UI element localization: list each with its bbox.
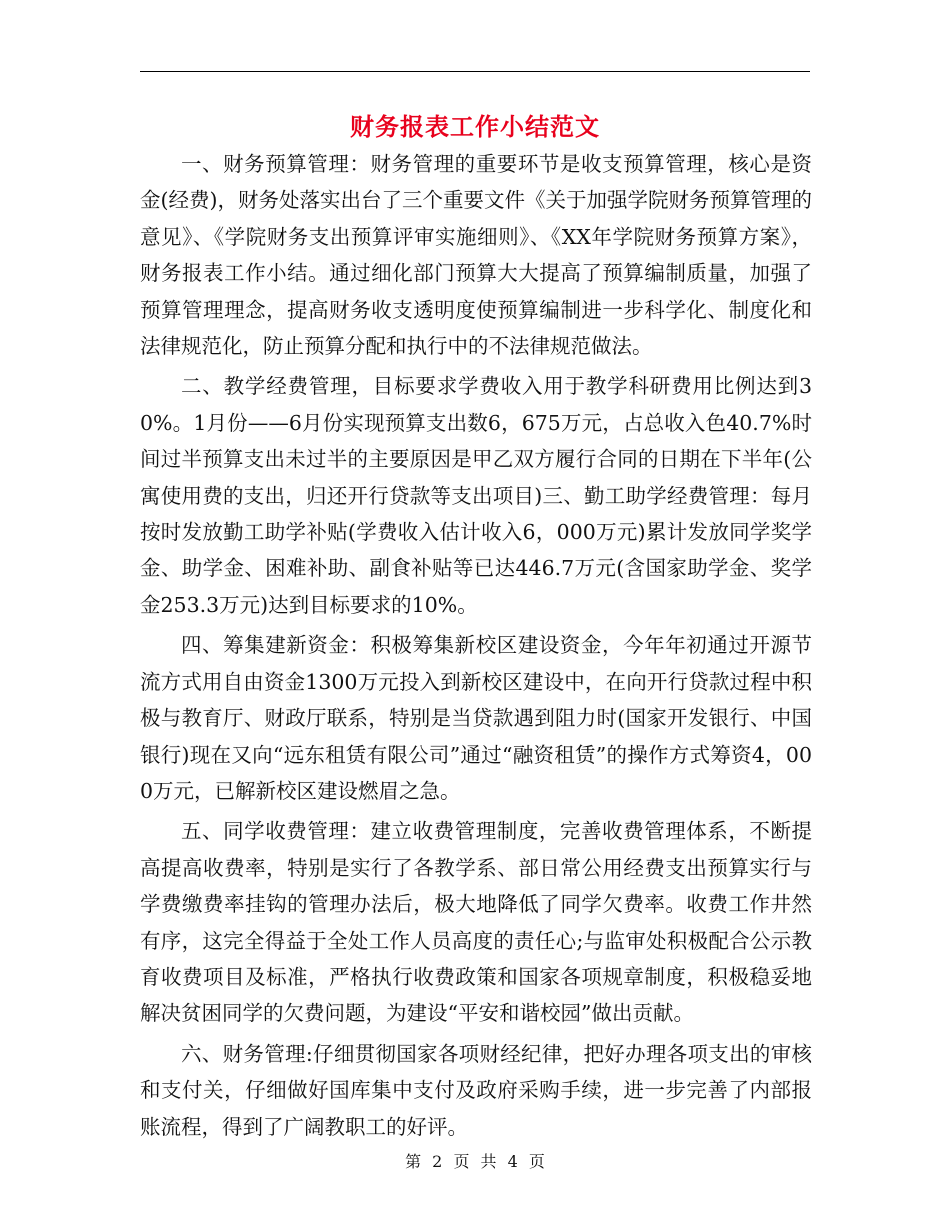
paragraph-fee-management: 五、同学收费管理：建立收费管理制度，完善收费管理体系，不断提高提高收费率，特别是实行了各教学系、部日常公用经费支出预算实行与学费缴费率挂钩的管理办法后，极大地降低了同学欠费率。收费工作井然有序，这完全得益于全处工作人员高度的责任心;与监审处积极配合公示教育收费项目及标准，严格执行收费政策和国家各项规章制度，积极稳妥地解决贫困同学的欠费问题，为建设“平安和谐校园”做出贡献。 — [140, 819, 812, 1026]
document-body — [140, 146, 812, 1145]
paragraph-budget-management: 一、财务预算管理：财务管理的重要环节是收支预算管理，核心是资金(经费)，财务处落实出台了三个重要文件《关于加强学院财务预算管理的意见》、《学院财务支出预算评审实施细则》、《XX年学院财务预算方案》，财务报表工作小结。通过细化部门预算大大提高了预算编制质量，加强了预算管理理念，提高财务收支透明度使预算编制进一步科学化、制度化和法律规范化，防止预算分配和执行中的不法律规范做法。 — [140, 152, 812, 359]
paragraph-financial-management: 六、财务管理:仔细贯彻国家各项财经纪律，把好办理各项支出的审核和支付关，仔细做好国库集中支付及政府采购手续，进一步完善了内部报账流程，得到了广阔教职工的好评。 — [140, 1041, 812, 1139]
document-title: 财务报表工作小结范文 — [350, 112, 600, 141]
header-rule — [140, 71, 810, 72]
paragraph-teaching-funds: 二、教学经费管理，目标要求学费收入用于教学科研费用比例达到30%。1月份——6月份实现预算支出数6，675万元，占总收入色40.7%时间过半预算支出未过半的主要原因是甲乙双方履行合同的日期在下半年(公寓使用费的支出，归还开行贷款等支出项目)三、勤工助学经费管理：每月按时发放勤工助学补贴(学费收入估计收入6，000万元)累计发放同学奖学金、助学金、困难补助、副食补贴等已达446.7万元(含国家助学金、奖学金253.3万元)达到目标要求的10%。 — [140, 374, 812, 617]
page-number: 第 2 页 共 4 页 — [405, 1152, 545, 1171]
paragraph-fundraising: 四、筹集建新资金：积极筹集新校区建设资金，今年年初通过开源节流方式用自由资金1300万元投入到新校区建设中，在向开行贷款过程中积极与教育厅、财政厅联系，特别是当贷款遇到阻力时(国家开发银行、中国银行)现在又向“远东租赁有限公司”通过“融资租赁”的操作方式筹资4，000万元，已解新校区建设燃眉之急。 — [140, 633, 812, 803]
